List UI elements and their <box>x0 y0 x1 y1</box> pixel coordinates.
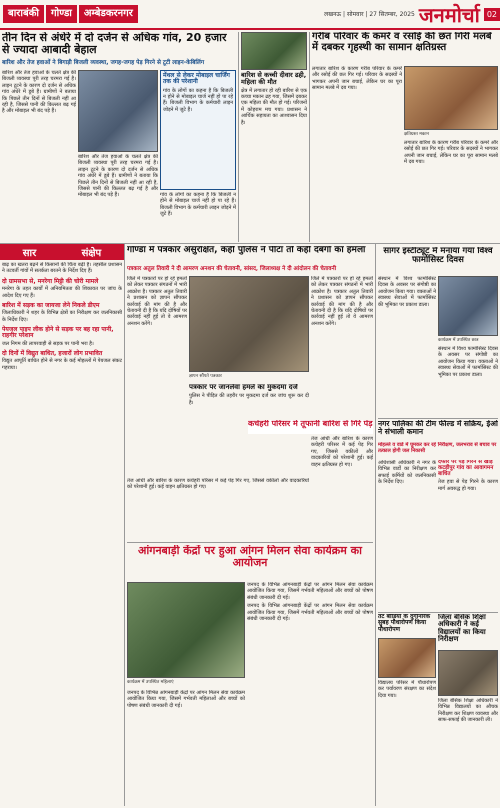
brand-logo: जनमोर्चा <box>418 2 480 27</box>
brief-body: विद्युत आपूर्ति बाधित होने से नगर के कई मोहल्लों में पेयजल संकट गहराया। <box>2 358 122 371</box>
gaurav-body-text: विद्यालय परिसर में पौधारोपण कर पर्यावरण संरक्षण का संदेश दिया गया। <box>378 680 436 699</box>
center-caption: ज्ञापन सौंपते पत्रकार <box>189 374 222 379</box>
center-headline: गोण्डा में पत्रकार असुरक्षित, कहीं पुलिस ने पीटा तो कहीं दबंगों का हमला <box>127 246 366 255</box>
center-subhead: पत्रकार अतुल तिवारी ने दी आमरण अनशन की चेतावनी, सांसद, जिलाध्यक्ष ने दी आंदोलन की चेतावनी <box>127 266 337 272</box>
center-body-text: जिले में पत्रकारों पर हो रहे हमलों को लेकर पत्रकार संगठनों में भारी आक्रोश है। पत्रकार अतुल तिवारी ने प्रशासन को ज्ञापन सौंपकर कार्रवाई की मांग की है और चेतावनी दी है कि यदि दोषियों पर कार्रवाई नहीं हुई तो वे आमरण अनशन करेंगे। <box>127 276 187 327</box>
brief-title: बारिश में सड़क का जायजा लेने निकले डीएम <box>2 301 100 309</box>
gaurav-body <box>378 680 436 806</box>
nagar-side-story <box>438 460 498 610</box>
gaurav-photo <box>378 638 436 678</box>
brief-body: बाढ़ का खतरा बढ़ने से किसानों की चिंता बढ़ी है। तहसील प्रशासन ने तटवर्ती गांवों में सतर्कता बरतने के निर्देश दिए हैं। <box>2 262 122 275</box>
college-headline: पत्रकार पर जानलेवा हमले का मुकदमा दर्ज <box>189 384 298 391</box>
brief-item <box>2 327 122 347</box>
right-lead-body-text-2: लगातार बारिश के कारण गरीब परिवार के कमरे और रसोई की छत गिर गई। परिवार के सदस्यों ने भागकर अपनी जान बचाई, लेकिन घर का पूरा सामान मलबे में दब गया। <box>404 140 498 166</box>
right-lead-body-text: लगातार बारिश के कारण गरीब परिवार के कमरे और रसोई की छत गिर गई। परिवार के सदस्यों ने भागकर अपनी जान बचाई, लेकिन घर का पूरा सामान मलबे में दब गया। <box>312 66 402 92</box>
pharmacist-headline: सागर इंस्टीट्यूट में मनाया गया विश्व फार्मासिस्ट दिवस <box>383 247 493 265</box>
center-subhead-block <box>127 264 373 274</box>
brief-section-bar <box>0 244 124 260</box>
beo-headline: जिला बेसिक शिक्षा अधिकारी ने कई विद्यालयों का किया निरीक्षण <box>438 614 486 644</box>
briefs-column <box>2 262 122 806</box>
right-lead-photo <box>404 66 498 130</box>
court-body <box>311 436 373 540</box>
pharmacist-body-text: संस्थान में विश्व फार्मासिस्ट दिवस के अवसर पर संगोष्ठी का आयोजन किया गया। वक्ताओं ने स्वास्थ्य सेवाओं में फार्मासिस्ट की भूमिका पर प्रकाश डाला। <box>378 276 436 308</box>
pharmacist-caption: कार्यक्रम में उपस्थित छात्र <box>438 338 479 343</box>
court-headline-block <box>248 420 373 434</box>
pharmacist-headline-block <box>378 247 498 273</box>
college-body: पुलिस ने पीड़ित की तहरीर पर मुकदमा दर्ज कर जांच शुरू कर दी है। <box>189 393 309 406</box>
brief-section-right: संक्षेप <box>81 248 102 259</box>
pharmacist-body-continued <box>438 346 498 416</box>
city-tags <box>0 5 138 23</box>
pharmacist-photo <box>438 276 498 336</box>
mid-story <box>241 32 307 240</box>
right-lead-headline: गरीब परिवार के कमरे व रसोई की छत गिरी मलबे में दबकर गृहस्थी का सामान क्षतिग्रस्त <box>312 32 492 53</box>
pharmacist-body-text-2: संस्थान में विश्व फार्मासिस्ट दिवस के अवसर पर संगोष्ठी का आयोजन किया गया। वक्ताओं ने स्वास्थ्य सेवाओं में फार्मासिस्ट की भूमिका पर प्रकाश डाला। <box>438 346 498 378</box>
nagar-side-body: तेज हवा से पेड़ गिरने के कारण मार्ग अवरुद्ध हो गया। <box>438 479 498 492</box>
center-headline-block <box>127 246 373 264</box>
lead-inset-box <box>160 70 236 190</box>
brief-item <box>2 303 122 323</box>
column-rule <box>238 32 239 242</box>
nagar-body-text: अधिशासी अधिकारी ने नगर के विभिन्न वार्डों का निरीक्षण कर सफाई कर्मियों को जलनिकासी के निर्देश दिए। <box>378 460 436 486</box>
center-photo <box>189 276 309 372</box>
page-number: 02 <box>484 8 500 21</box>
right-lead-caption: क्षतिग्रस्त मकान <box>404 132 430 137</box>
aanganwadi-body-text-2: जनपद के विभिन्न आंगनबाड़ी केंद्रों पर आंगन मिलन सेवा कार्यक्रम आयोजित किया गया, जिसमें गर्भवती महिलाओं और बच्चों को पोषण संबंधी जानकारी दी गई। <box>247 603 373 623</box>
brief-title: दो ग्रामसभा से, मनरेगा मिट्टी की चोरी मामले <box>2 277 99 285</box>
beo-body-text: जिला बेसिक शिक्षा अधिकारी ने विभिन्न विद्यालयों का औचक निरीक्षण कर शिक्षण व्यवस्था और साफ-सफाई की जानकारी ली। <box>438 698 498 724</box>
pharmacist-body <box>378 276 436 416</box>
aanganwadi-body-text: जनपद के विभिन्न आंगनबाड़ी केंद्रों पर आंगन मिलन सेवा कार्यक्रम आयोजित किया गया, जिसमें गर्भवती महिलाओं और बच्चों को पोषण संबंधी जानकारी दी गई। <box>247 582 373 601</box>
gaurav-headline-block <box>378 614 436 636</box>
aanganwadi-body-text-3: जनपद के विभिन्न आंगनबाड़ी केंद्रों पर आंगन मिलन सेवा कार्यक्रम आयोजित किया गया, जिसमें गर्भवती महिलाओं और बच्चों को पोषण संबंधी जानकारी दी गई। <box>127 690 245 709</box>
brief-body: मनरेगा के तहत कार्यों में अनियमितता की शिकायत पर जांच के आदेश दिए गए हैं। <box>2 286 122 299</box>
city-tag[interactable]: अम्बेडकरनगर <box>79 5 138 23</box>
mid-story-photo <box>241 32 307 70</box>
aanganwadi-caption: कार्यक्रम में उपस्थित महिलाएं <box>127 680 174 685</box>
lead-inset-body: गांव के लोगों का कहना है कि बिजली न होने से मोबाइल चार्ज नहीं हो पा रहे हैं। बिजली विभाग के कर्मचारी लाइन जोड़ने में जुटे हैं। <box>163 87 233 113</box>
lead-body-continued <box>78 154 158 240</box>
brief-body: जल निगम की लापरवाही से सड़क पर पानी भरा है। <box>2 340 94 347</box>
lead-body-text-2: बारिश और तेज हवाओं के चलते क्षेत्र की बिजली व्यवस्था पूरी तरह चरमरा गई है। लाइन टूटने के कारण दो दर्जन से अधिक गांव अंधेरे में डूबे हैं। ग्रामीणों ने बताया कि पिछले तीन दिनों से बिजली नहीं आ रही है, जिससे पानी की किल्लत बढ़ गई है और मोबाइल भी बंद पड़े हैं। <box>78 154 158 199</box>
court-body-continued <box>127 478 309 540</box>
brief-item <box>2 279 122 299</box>
right-lead-body <box>312 66 402 242</box>
court-body-text: तेज आंधी और बारिश के कारण कचेहरी परिसर में कई पेड़ गिर गए, जिससे वकीलों और वादकारियों को परेशानी हुई। कई वाहन क्षतिग्रस्त हो गए। <box>311 436 373 468</box>
aanganwadi-headline-block <box>127 545 373 579</box>
aanganwadi-body-continued <box>127 690 245 806</box>
masthead-right <box>324 0 500 28</box>
gaurav-headline: तट बीडियो के दुर्गीनोरेक सुबह पौधारोपण किया पौधारोपण <box>378 614 431 633</box>
lead-body-text-3: गांव के लोगों का कहना है कि बिजली न होने से मोबाइल चार्ज नहीं हो पा रहे हैं। बिजली विभाग के कर्मचारी लाइन जोड़ने में जुटे हैं। <box>160 192 236 218</box>
brief-section-left: सार <box>22 248 37 259</box>
brief-body: जिलाधिकारी ने शहर के विभिन्न क्षेत्रों का निरीक्षण कर जलनिकासी के निर्देश दिए। <box>2 310 122 323</box>
lead-inset-title: मेंथल से लेकर मोबाइल चार्जिंग तक की परेशानी <box>163 72 230 86</box>
beo-photo <box>438 650 498 696</box>
nagar-subhead-block <box>378 442 498 458</box>
center-body-text-2: जिले में पत्रकारों पर हो रहे हमलों को लेकर पत्रकार संगठनों में भारी आक्रोश है। पत्रकार अतुल तिवारी ने प्रशासन को ज्ञापन सौंपकर कार्रवाई की मांग की है और चेतावनी दी है कि यदि दोषियों पर कार्रवाई नहीं हुई तो वे आमरण अनशन करेंगे। <box>311 276 373 327</box>
lead-subhead-block <box>2 58 236 68</box>
masthead <box>0 0 500 28</box>
right-lead-body-continued <box>404 140 498 242</box>
right-lead-headline-block <box>312 32 498 62</box>
center-body-continued <box>311 276 373 418</box>
brief-title: पेयजल पाइप लीक होने से सड़क पर बह रहा पानी, राहगीर परेशान <box>2 326 114 340</box>
court-body-text-2: तेज आंधी और बारिश के कारण कचेहरी परिसर में कई पेड़ गिर गए, जिससे वकीलों और वादकारियों को परेशानी हुई। कई वाहन क्षतिग्रस्त हो गए। <box>127 478 309 491</box>
nagar-subhead: मोहल्ले व वार्ड में घूमकर कर रहे निरीक्षण, जलभराव से बचाव पर तत्काल होगी जल निकासी <box>378 442 497 454</box>
city-tag[interactable]: बाराबंकी <box>3 5 44 23</box>
aanganwadi-headline: आंगनबाड़ी केंद्रों पर हुआ आंगन मिलन सेवा कार्यक्रम का आयोजन <box>138 545 362 569</box>
lead-photo <box>78 70 158 152</box>
nagar-side-title: दफ्तर पर पेड़ गिरने से खोड़ कटड़ीपुर गांव का आवागमन बाधित <box>438 460 494 477</box>
masthead-rule <box>0 28 500 30</box>
center-body <box>127 276 187 476</box>
mid-story-headline: बारिश से कच्ची दीवार ढही, महिला की मौत <box>241 71 307 86</box>
lead-subhead: बारिश और तेज हवाओं ने बिगाड़ी बिजली व्यवस्था, जगह-जगह पेड़ गिरने से टूटी लाइन-केबिलिंग <box>2 60 205 66</box>
beo-body <box>438 698 498 806</box>
section-rule <box>127 542 373 543</box>
lead-body-text: बारिश और तेज हवाओं के चलते क्षेत्र की बिजली व्यवस्था पूरी तरह चरमरा गई है। लाइन टूटने के कारण दो दर्जन से अधिक गांव अंधेरे में डूबे हैं। ग्रामीणों ने बताया कि पिछले तीन दिनों से बिजली नहीं आ रही है, जिससे पानी की किल्लत बढ़ गई है और मोबाइल भी बंद पड़े हैं। <box>2 70 76 115</box>
nagar-headline-block <box>378 420 498 442</box>
beo-headline-block <box>438 614 498 648</box>
brief-item <box>2 262 122 275</box>
lead-body-continued-2 <box>160 192 236 240</box>
nagar-body <box>378 460 436 610</box>
section-rule <box>378 418 498 419</box>
city-tag[interactable]: गोण्डा <box>46 5 77 23</box>
mid-story-body: क्षेत्र में लगातार हो रही बारिश से एक कच्चा मकान ढह गया, जिसमें दबकर एक महिला की मौत हो गई। परिजनों में कोहराम मच गया। प्रशासन ने आर्थिक सहायता का आश्वासन दिया है। <box>241 87 307 126</box>
nagar-headline: नगर पालिका की टीम फील्ड में सक्रिय, ईओ ने संभाली कमान <box>378 420 498 436</box>
section-rule <box>378 612 498 613</box>
column-rule <box>375 244 376 806</box>
court-headline: कचेहरी परिसर में तूफानी बारिश से गिरे पेड़ <box>248 420 373 428</box>
aanganwadi-body <box>247 582 373 806</box>
column-rule <box>124 244 125 806</box>
lead-headline: तीन दिन से अंधेरे में दो दर्जन से अधिक गांव, 20 हजार से ज्यादा आबादी बेहाल <box>2 32 227 56</box>
lead-body <box>2 70 76 240</box>
lead-headline-block <box>2 32 236 60</box>
brief-item <box>2 351 122 371</box>
brief-title: दो दिनों में विद्युत बाधित, हजारों लोग प्रभावित <box>2 350 103 358</box>
column-rule <box>309 32 310 242</box>
dateline: लखनऊ | सोमवार | 27 सितम्बर, 2025 <box>324 11 415 18</box>
aanganwadi-photo <box>127 582 245 678</box>
